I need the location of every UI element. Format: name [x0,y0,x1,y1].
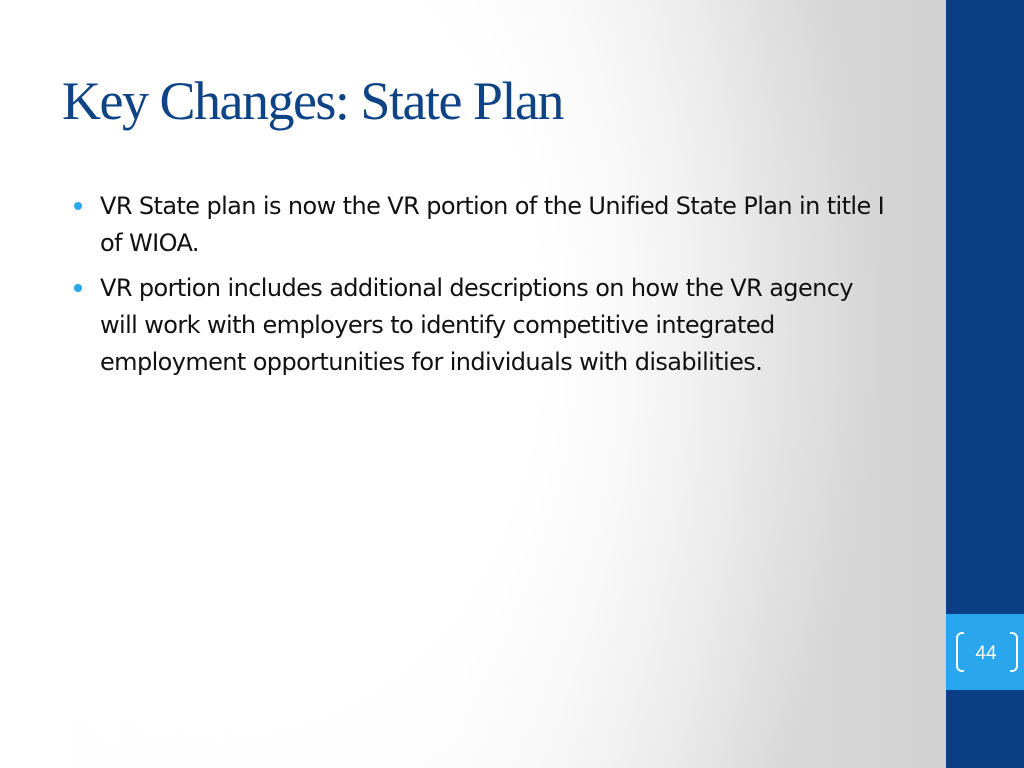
bullet-text: VR State plan is now the VR portion of the Unified State Plan in title I of WIOA. [100,192,885,257]
right-bracket-icon [1010,632,1018,672]
page-number-tab [946,614,1024,690]
slide-title: Key Changes: State Plan [62,71,563,131]
bullet-dot-icon [74,284,82,292]
bullet-list [74,188,894,389]
bullet-item [74,270,894,381]
bullet-text: VR portion includes additional descriptions on how the VR agency will work with employers to identify competitive integrated employment opportunities for individuals with disabilities. [100,274,853,376]
left-bracket-icon [956,632,964,672]
page-number: 44 [975,643,997,664]
bullet-item [74,188,894,262]
bullet-dot-icon [74,202,82,210]
